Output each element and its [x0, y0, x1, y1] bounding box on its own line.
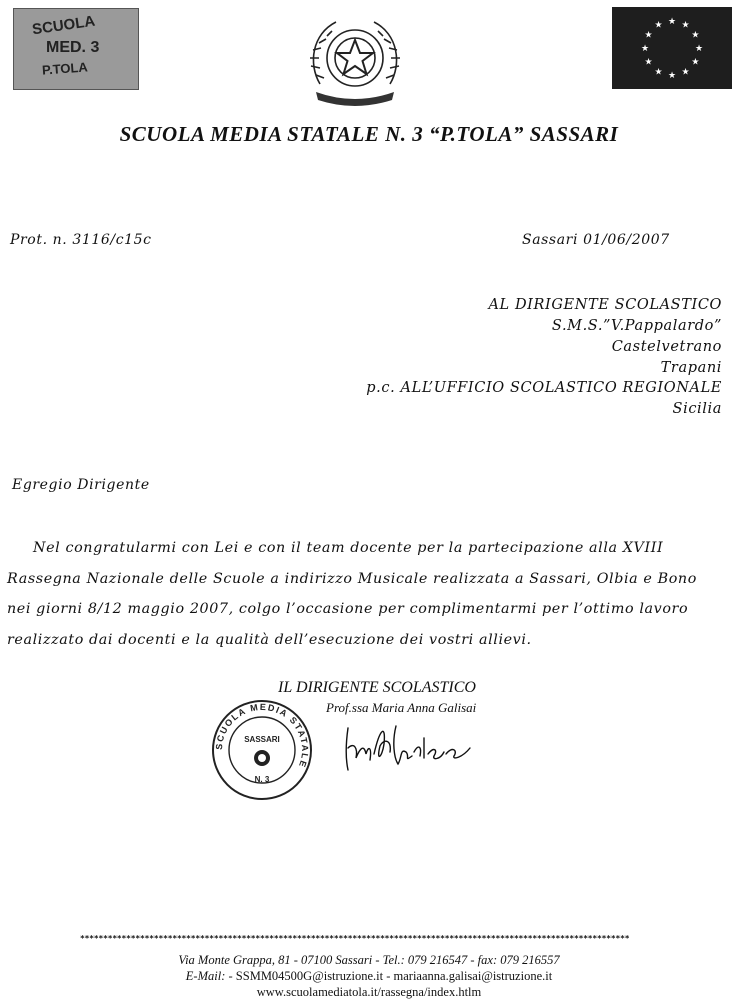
eu-star-icon: ★: [654, 20, 663, 31]
footer-email: E-Mail: - SSMM04500G@istruzione.it - mariaanna.galisai@istruzione.it: [185, 969, 553, 983]
body-line-1: Nel congratularmi con Lei e con il team docente per la partecipazione alla XVIII: [33, 540, 664, 556]
letter-date: Sassari 01/06/2007: [522, 232, 670, 248]
recipient-line-4: Trapani: [660, 360, 722, 376]
recipient-line-5: p.c. ALL’UFFICIO SCOLASTICO REGIONALE: [366, 380, 722, 396]
body-line-2: Rassegna Nazionale delle Scuole a indirizzo Musicale realizzata a Sassari, Olbia e Bono: [7, 571, 697, 587]
italian-republic-emblem-icon: [302, 12, 408, 108]
recipient-line-1: AL DIRIGENTE SCOLASTICO: [488, 297, 722, 313]
body-line-3: nei giorni 8/12 maggio 2007, colgo l’occasione per complimentarmi per l’ottimo lavoro: [7, 601, 689, 617]
eu-star-icon: ★: [667, 17, 677, 27]
footer-separator: ***********************************************************************************************************************: [80, 934, 630, 943]
eu-star-icon: ★: [694, 44, 704, 54]
recipient-line-6: Sicilia: [672, 401, 722, 417]
signatory-role: IL DIRIGENTE SCOLASTICO: [278, 679, 476, 696]
eu-star-icon: ★: [644, 30, 653, 41]
official-round-stamp: [210, 698, 314, 802]
stamp-text-1: SCUOLA: [31, 12, 97, 39]
footer-email-1[interactable]: SSMM04500G@istruzione.it: [235, 969, 384, 983]
eu-star-icon: ★: [644, 57, 653, 68]
eu-star-icon: ★: [654, 67, 663, 78]
school-stamp-logo: [13, 8, 139, 90]
footer-email-label: E-Mail:: [185, 969, 226, 983]
footer-email-2[interactable]: mariaanna.galisai@istruzione.it: [393, 969, 553, 983]
salutation: Egregio Dirigente: [12, 477, 150, 493]
page-title: SCUOLA MEDIA STATALE N. 3 “P.TOLA” SASSARI: [119, 122, 619, 146]
eu-star-icon: ★: [640, 44, 650, 54]
eu-star-icon: ★: [691, 30, 700, 41]
protocol-number: Prot. n. 3116/c15c: [10, 232, 152, 248]
stamp-text-3: P.TOLA: [41, 59, 89, 78]
signatory-name: Prof.ssa Maria Anna Galisai: [326, 700, 477, 715]
footer-address-text: Via Monte Grappa, 81 - 07100 Sassari - Tel.: 079 216547 - fax: 079 216557: [178, 953, 560, 967]
stamp-number: N. 3: [254, 775, 270, 784]
footer-address: [0, 953, 738, 968]
eu-star-icon: ★: [667, 71, 677, 81]
recipient-line-3: Castelvetrano: [611, 339, 722, 355]
stamp-outer-text: SCUOLA MEDIA STATALE: [213, 701, 311, 770]
footer-website[interactable]: www.scuolamediatola.it/rassegna/index.htlm: [256, 985, 482, 999]
eu-flag-icon: [612, 7, 732, 89]
emblem-ribbon-text: REPUBBLICA ITALIANA: [328, 90, 383, 96]
handwritten-signature: [340, 718, 480, 776]
stamp-text-2: MED. 3: [46, 39, 100, 56]
stamp-inner-text: SASSARI: [244, 735, 280, 744]
body-line-4: realizzato dai docenti e la qualità dell’esecuzione dei vostri allievi.: [7, 632, 532, 648]
eu-star-icon: ★: [691, 57, 700, 68]
eu-star-icon: ★: [681, 67, 690, 78]
recipient-line-2: S.M.S.”V.Pappalardo”: [551, 318, 722, 334]
eu-star-icon: ★: [681, 20, 690, 31]
